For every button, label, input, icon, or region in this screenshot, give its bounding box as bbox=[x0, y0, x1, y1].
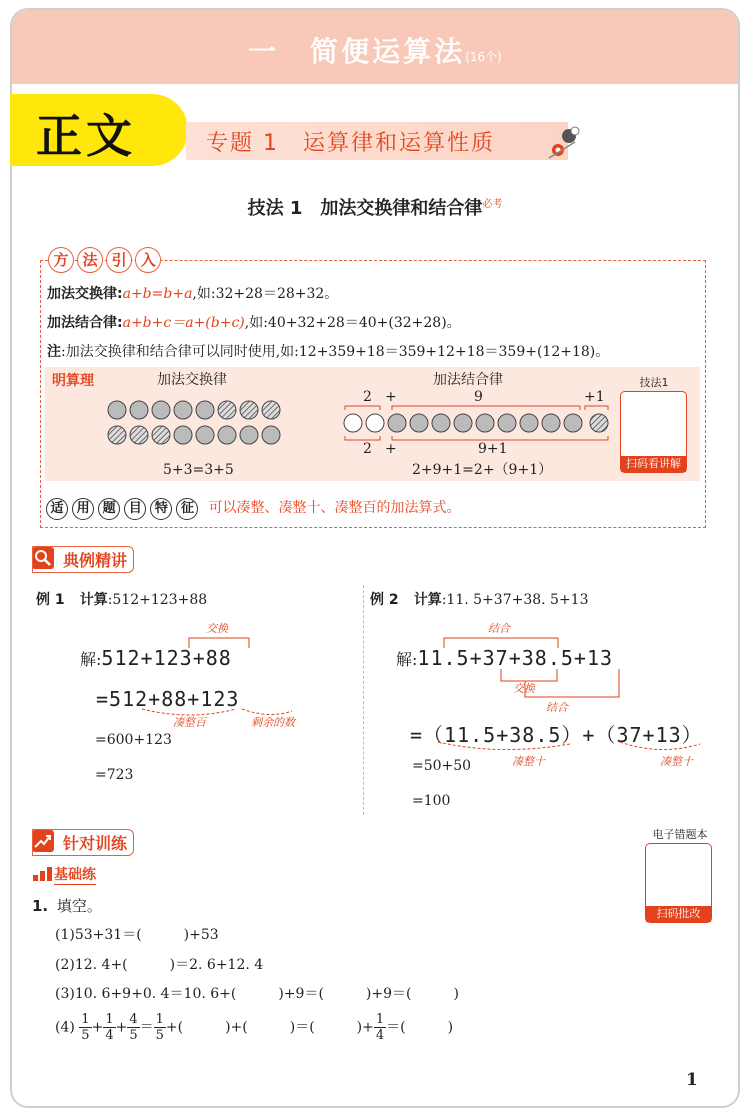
ex2-step2: =（11.5+38.5）+（37+13） bbox=[410, 723, 703, 747]
ex1-swap-note: 交换 bbox=[206, 622, 228, 635]
chapter-title: 一 简便运算法(16个) bbox=[248, 35, 502, 68]
section-badge-label: 正文 bbox=[36, 109, 136, 163]
flower-icon bbox=[545, 122, 583, 162]
question-1: 1. 填空。 bbox=[32, 897, 102, 915]
right-diagram-caption: 2+9+1=2+（9+1） bbox=[412, 462, 553, 478]
q1-item-3[interactable]: (3)10. 6+9+0. 4＝10. 6+( )+9＝( )+9＝( ) bbox=[55, 986, 459, 1002]
left-diagram-title: 加法交换律 bbox=[157, 372, 227, 388]
right-bottom-9plus1: 9+1 bbox=[478, 441, 508, 457]
ex1-note-a: 凑整百 bbox=[173, 716, 206, 729]
examples-heading: 典例精讲 bbox=[32, 546, 134, 573]
ex1-step4: =723 bbox=[95, 767, 134, 783]
right-top-9: 9 bbox=[474, 389, 483, 405]
right-diagram-title: 加法结合律 bbox=[433, 372, 503, 388]
right-top-2: 2 bbox=[363, 389, 372, 405]
qr-bottom-label: 扫码看讲解 bbox=[621, 456, 686, 472]
qr-top-label: 技法1 bbox=[639, 376, 669, 389]
basic-practice-label: 基础练 bbox=[54, 864, 96, 885]
example-divider bbox=[363, 585, 364, 815]
q1-item-1[interactable]: (1)53+31＝( )+53 bbox=[55, 927, 219, 943]
training-heading: 针对训练 bbox=[32, 829, 134, 856]
ex1-step2: =512+88+123 bbox=[96, 687, 240, 711]
qr2-top-label: 电子错题本 bbox=[652, 828, 708, 841]
note-line: 注:加法交换律和结合律可以同时使用,如:12+359+18＝359+12+18＝359+(12+18)。 bbox=[47, 344, 610, 360]
right-bottom-2: 2 bbox=[363, 441, 372, 457]
ex2-note-b: 凑整十 bbox=[660, 755, 693, 768]
example1-prompt: 例 1 计算:512+123+88 bbox=[36, 592, 208, 608]
ex2-swap-note: 交换 bbox=[513, 682, 535, 695]
ex2-combine-note-top: 结合 bbox=[488, 622, 510, 635]
q1-item-4[interactable]: (4) $\frac{1}{5}$ + $\frac{1}{4}$ + $\frac{4}{5}$ ＝ $\frac{1}{5}$ +( )+( )＝( )+ $\frac{1}{4}$ ＝( ) bbox=[55, 1012, 454, 1043]
commutative-dots bbox=[105, 398, 290, 448]
associative-law: 加法结合律:a+b+c＝a+(b+c),如:40+32+28＝40+(32+28)。 bbox=[47, 315, 461, 331]
topic-title: 专题 1 运算律和运算性质 bbox=[206, 131, 495, 156]
level-bars-icon bbox=[33, 866, 53, 882]
ex1-note-b: 剩余的数 bbox=[251, 716, 295, 729]
right-bottom-plus: + bbox=[385, 441, 397, 457]
skill-title: 技法 1 加法交换律和结合律$^{必考}$ bbox=[247, 198, 503, 219]
right-top-plus1: +1 bbox=[584, 389, 605, 405]
ex1-step3: =600+123 bbox=[95, 732, 172, 748]
ex2-step4: =100 bbox=[412, 793, 451, 809]
q1-item-2[interactable]: (2)12. 4+( )＝2. 6+12. 4 bbox=[55, 957, 264, 973]
features-text: 可以凑整、凑整十、凑整百的加法算式。 bbox=[208, 500, 461, 516]
features-row: 适 用 题 目 特 征 可以凑整、凑整十、凑整百的加法算式。 bbox=[46, 497, 461, 520]
example2-prompt: 例 2 计算:11. 5+37+38. 5+13 bbox=[370, 592, 589, 608]
ex2-step1: 解:11.5+37+38.5+13 bbox=[396, 646, 614, 670]
ex2-combine-note-bottom: 结合 bbox=[546, 701, 568, 714]
commutative-law: 加法交换律:a+b=b+a,如:32+28＝28+32。 bbox=[47, 286, 339, 302]
right-top-plus: + bbox=[385, 389, 397, 405]
associative-dots bbox=[340, 404, 615, 444]
ex2-note-a: 凑整十 bbox=[512, 755, 545, 768]
left-diagram-caption: 5+3=3+5 bbox=[163, 462, 234, 478]
ex2-step3: =50+50 bbox=[412, 758, 472, 774]
method-heading: 方 法 引 入 bbox=[48, 247, 159, 273]
page-number: 1 bbox=[686, 1070, 698, 1090]
ex1-step1: 解:512+123+88 bbox=[80, 646, 232, 670]
mingsuanli-label: 明算理 bbox=[52, 373, 94, 389]
qr2-bottom-label: 扫码批改 bbox=[646, 906, 711, 922]
